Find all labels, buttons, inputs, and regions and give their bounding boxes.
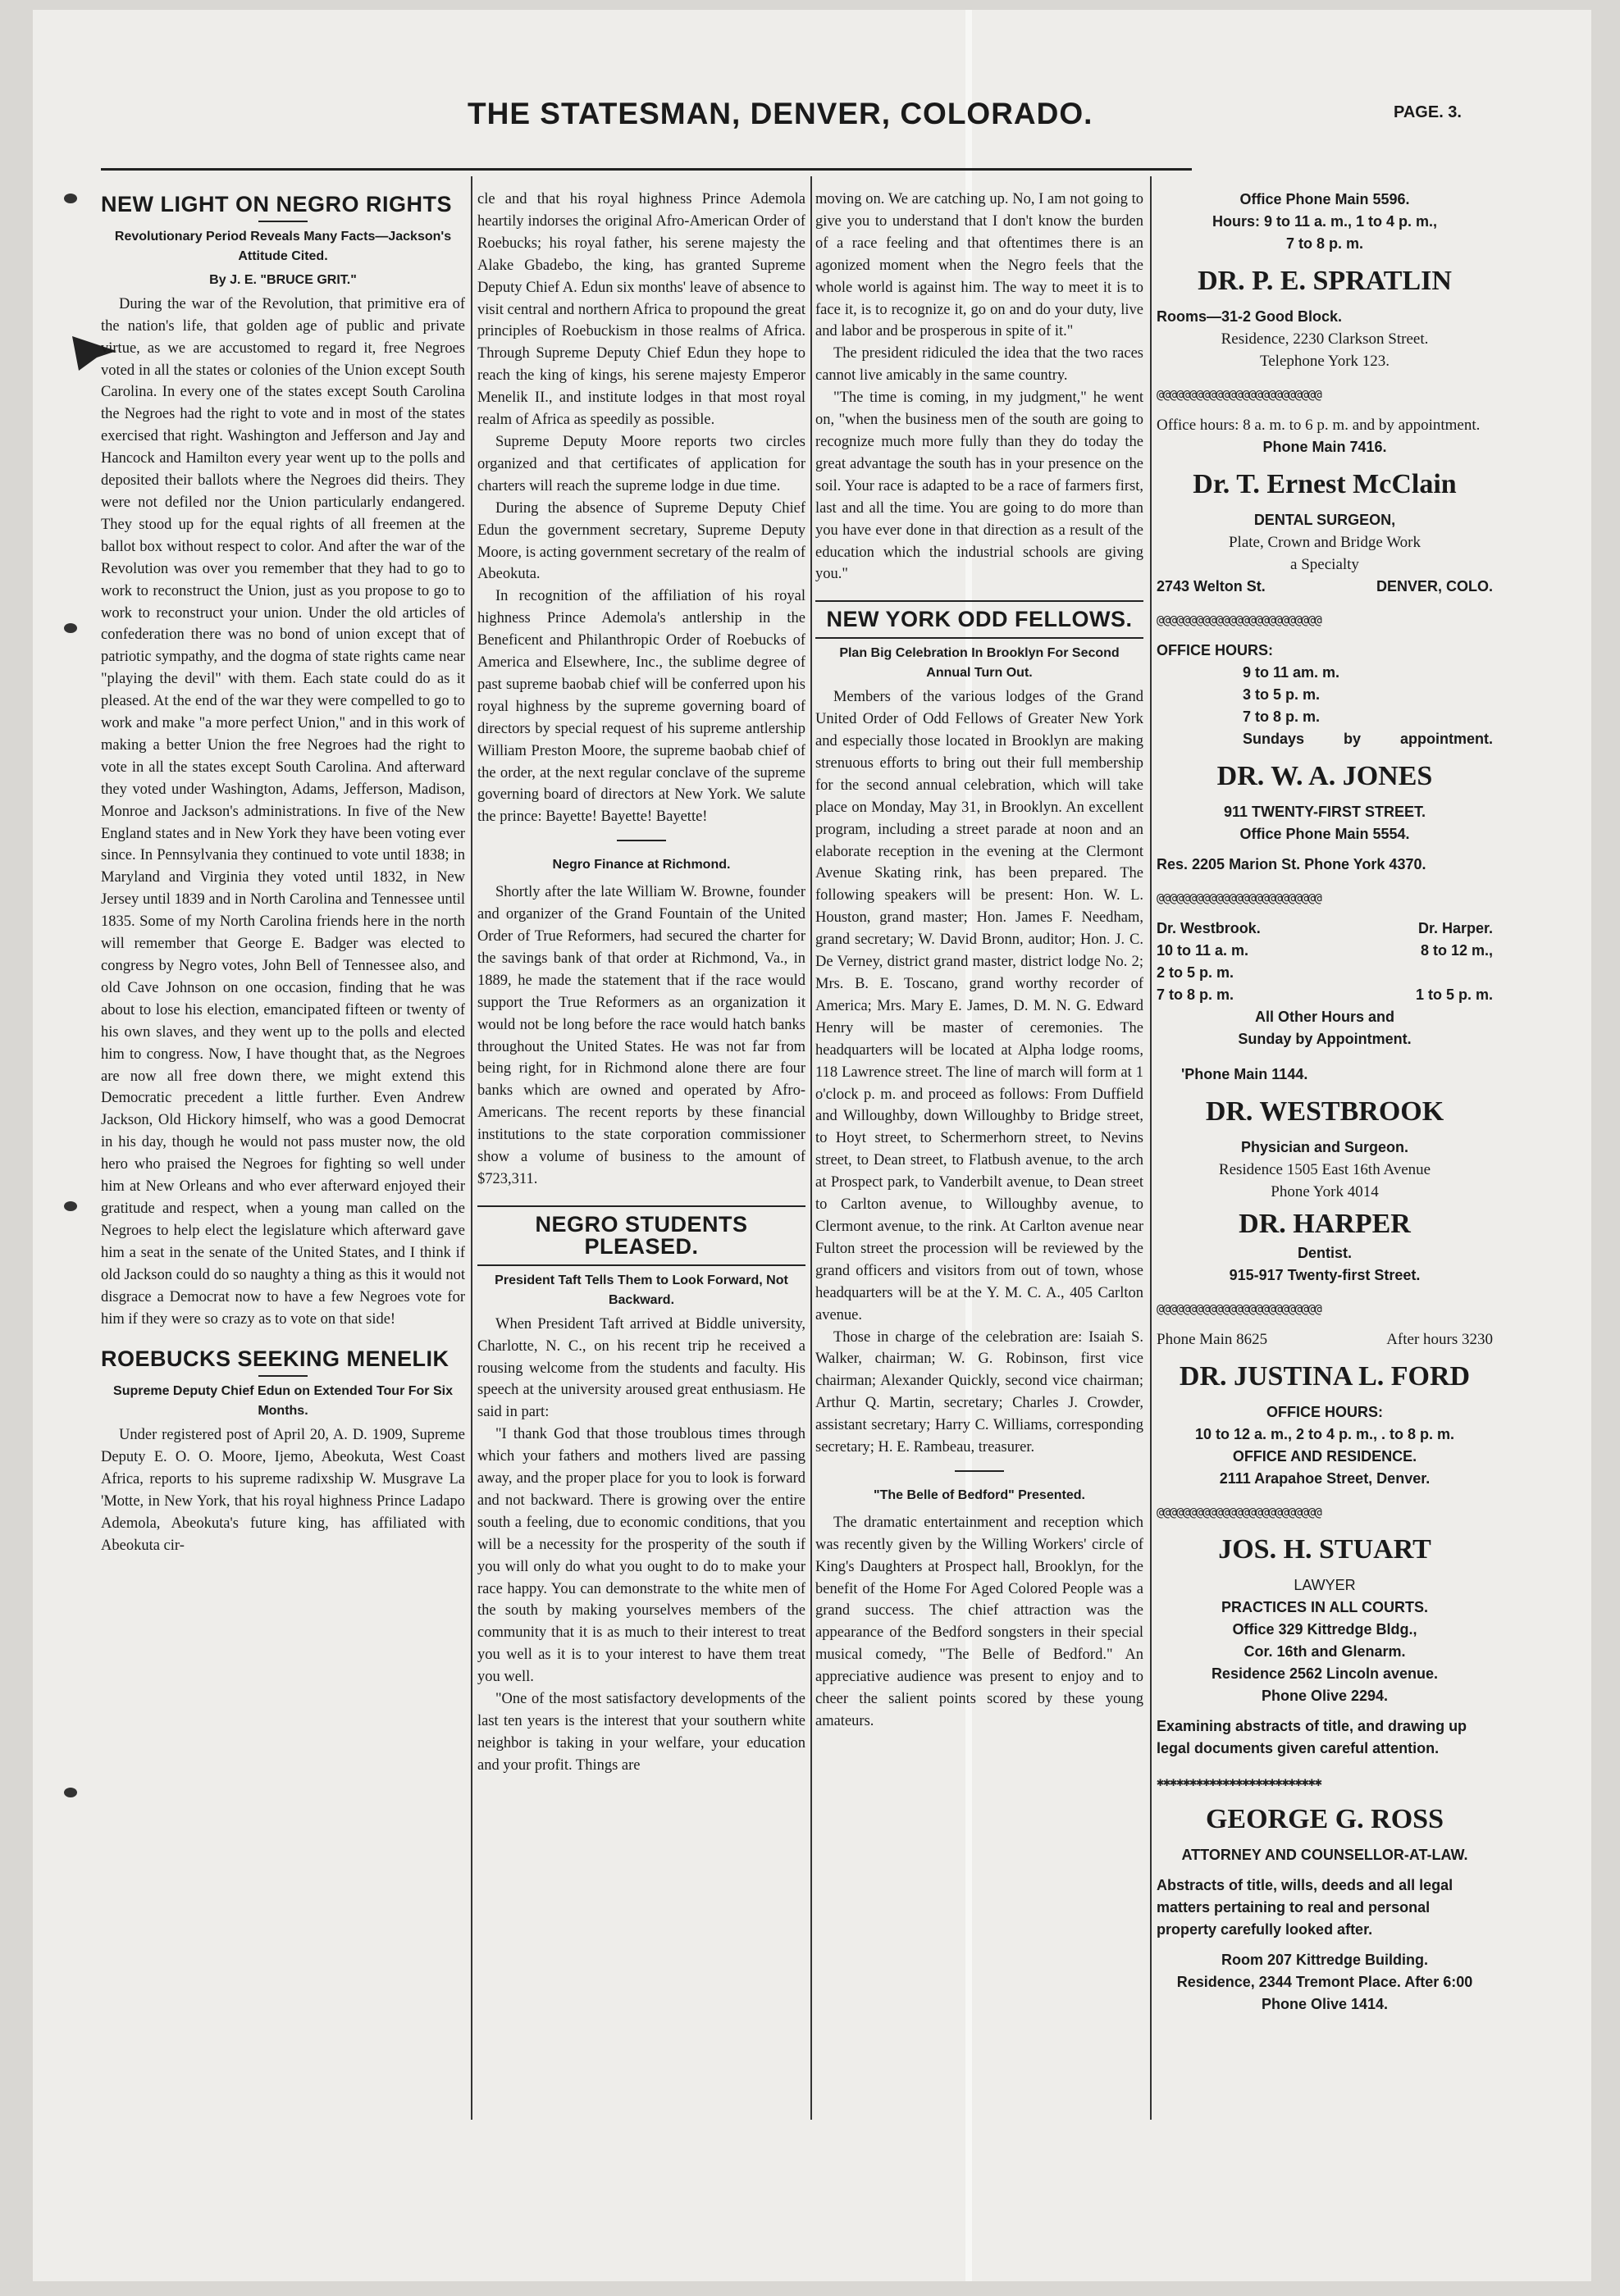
address-line: 915-917 Twenty-first Street. [1229,1267,1421,1283]
hours-line: All Other Hours and [1254,1009,1394,1025]
card-spratlin [1157,189,1493,372]
card-name: DR. JUSTINA L. FORD [1179,1361,1471,1392]
address-line: 2743 Welton St. [1157,578,1266,594]
subhead: President Taft Tells Them to Look Forward, Not Backward. [495,1273,788,1307]
card-name: DR. W. A. JONES [1216,761,1433,791]
ornament-divider: @@@@@@@@@@@@@@@@@@@@@@@@@ [1157,891,1321,905]
city-line: DENVER, COLO. [1376,578,1493,594]
phone-line: Office Phone Main 5554. [1239,826,1410,842]
article-paragraph: moving on. We are catching up. No, I am not going to give you to understand that I don't know the burden of a race feeling and that oftentimes there is an agonized moment when the Negro feels that the whole world is against him. The way to meet it is to face it, is to recognize it, go on and do your duty, live and labor and be prosperous in spite of it." [815,191,1143,340]
phone-line: Office Phone Main 5596. [1239,191,1410,207]
headline-odd-fellows: NEW YORK ODD FELLOWS. [815,600,1143,639]
column-2 [477,189,805,2124]
card-ford [1157,1328,1493,1490]
hours-line: 7 to 8 p. m. [1157,986,1234,1003]
card-title: Dentist. [1297,1245,1352,1261]
hours-line: 2 to 5 p. m. [1157,964,1234,981]
hours-line: 9 to 11 am. m. [1243,664,1340,681]
article-paragraph: The dramatic entertainment and reception which was recently given by the Willing Workers' circle of King's Daughters at Prospect hall, Brooklyn, for the benefit of the Home For Aged Colored People was a grand success. The chief attraction was the appearance of the Bedford songsters in their special musical comedy, "The Belle of Bedford." An appreciative audience was present to enjoy and to cheer the salient points scored by these young amateurs. [815,1514,1143,1729]
hours-line: 7 to 8 p. m. [1243,708,1321,725]
ornament-divider: @@@@@@@@@@@@@@@@@@@@@@@@@ [1157,1301,1321,1316]
card-description: Abstracts of title, wills, deeds and all legal matters pertaining to real and personal property carefully looked after. [1157,1877,1453,1938]
card-line: a Specialty [1290,556,1359,573]
hours-line: by [1344,731,1362,747]
article-paragraph: Under registered post of April 20, A. D. 1909, Supreme Deputy E. O. O. Moore, Ijemo, Abeokuta, West Coast Africa, reports to his supreme radixship W. Musgrave La 'Motte, in New York, that his royal highness Prince Ladapo Ademola, Abeokuta's future king, has affiliated with Abeokuta cir- [101,1427,465,1554]
column-rule [471,176,472,2120]
hours-line: Sundays [1243,731,1305,747]
article-paragraph: Shortly after the late William W. Browne, founder and organizer of the Grand Fountain of the United Order of True Reformers, had secured the charter for the savings bank of that order at Richmond, Va., in 1889, he made the statement that if the race would support the True Reformers as an organization it would not be long before the race would hatch banks throughout the United States. He was not far from being right, for in Richmond alone there are four banks which are owned and operated by Afro-Americans. The recent reports by these financial institutions to the state corporation commissioner show a volume of business to the amount of $723,311. [477,884,805,1187]
phone-line: After hours 3230 [1386,1331,1493,1348]
address-line: Office 329 Kittredge Bldg., [1232,1621,1417,1638]
article-paragraph: "The time is coming, in my judgment," he went on, "when the business men of the south are going to recognize much more fully than they do today the great advantage the south has in your presence on the soil. Your race is adapted to be a race of farmers first, last and all the time. You are going to do more than you have ever done in that direction as a result of the education which the industrial schools are giving you." [815,390,1143,583]
address-line: Residence 1505 East 16th Avenue [1218,1161,1431,1178]
address-line: Residence, 2344 Tremont Place. After 6:00 Phone Olive 1414. [1176,1974,1473,2012]
address-line: 2111 Arapahoe Street, Denver. [1219,1470,1431,1487]
divider [617,840,666,841]
ornament-divider: @@@@@@@@@@@@@@@@@@@@@@@@@ [1157,1505,1321,1519]
divider [258,221,308,222]
page-number: PAGE. 3. [1394,103,1462,121]
card-line: Plate, Crown and Bridge Work [1228,534,1421,551]
ornament-divider: ✱✱✱✱✱✱✱✱✱✱✱✱✱✱✱✱✱✱✱✱✱✱✱✱✱ [1157,1774,1321,1789]
binding-hole [64,623,77,633]
card-title: ATTORNEY AND COUNSELLOR-AT-LAW. [1181,1847,1468,1863]
hours-line: 10 to 11 a. m. [1157,942,1249,959]
hours-line: 8 to 12 m., [1420,942,1493,959]
card-westbrook-harper [1157,918,1493,1287]
phone-line: Telephone York 123. [1259,353,1390,370]
address-line: Residence 2562 Lincoln avenue. [1211,1665,1439,1682]
card-description: Examining abstracts of title, and drawing up legal documents given careful attention. [1157,1718,1467,1756]
ornament-divider: @@@@@@@@@@@@@@@@@@@@@@@@@ [1157,387,1321,402]
article-paragraph: The president ridiculed the idea that the two races cannot live amicably in the same country. [815,345,1143,385]
card-ross [1157,1802,1493,2016]
card-stuart [1157,1532,1493,1760]
card-name: Dr. T. Ernest McClain [1193,469,1457,499]
card-name: DR. P. E. SPRATLIN [1198,266,1452,296]
binding-hole [64,194,77,203]
headline-roebucks: ROEBUCKS SEEKING MENELIK [101,1346,449,1372]
article-paragraph: "I thank God that those troublous times through which your fathers and mothers lived are passing away, and the proper place for you to look is forward and not backward. There is growing over the entire south a feeling, due to economic conditions, that you will be a necessity for the prosperity of the south if you will only do what you ought to do to make your race happy. You can demonstrate to the white men of the south by making yourselves members of the community that it is as much to their interest to treat you well as it is to your interest to have them treat you well. [477,1426,805,1686]
address-line: Rooms—31-2 Good Block. [1157,308,1343,325]
divider [258,1375,308,1377]
hours-line: Office hours: 8 a. m. to 6 p. m. and by appointment. [1157,417,1481,434]
hours-line: Dr. Harper. [1417,920,1493,936]
hours-line: 3 to 5 p. m. [1243,686,1321,703]
column-rule [810,176,812,2120]
phone-line: Phone Olive 2294. [1261,1688,1389,1704]
headline-negro-finance: Negro Finance at Richmond. [552,858,731,872]
phone-line: 'Phone Main 1144. [1181,1066,1308,1082]
card-line: OFFICE AND RESIDENCE. [1232,1448,1417,1465]
article-paragraph: Those in charge of the celebration are: Isaiah S. Walker, chairman; W. G. Robinson, first vice chairman; Alexander Quickly, second vice chairman; Arthur Q. Martin, secretary; Charles J. Crowder, assistant secretary; Harry C. Williams, corresponding secretary; H. E. Rambeau, treasurer. [815,1328,1143,1456]
address-line: Room 207 Kittredge Building. [1221,1952,1429,1968]
article-paragraph: cle and that his royal highness Prince Ademola heartily indorses the original Afro-American Order of Roebucks; his royal father, his serene majesty the Alake Gbadebo, the king, has granted Supreme Deputy Chief A. Edun six months' leave of absence to visit central and northern Africa to propound the great principles of Roebuckism in those realms of Africa. Through Supreme Deputy Chief Edun they hope to reach the king of kings, his serene majesty Emperor Menelik II., and institute lodges in that most royal realm of Africa as speedily as possible. [477,191,805,429]
masthead [123,97,1485,146]
card-name: JOS. H. STUART [1218,1534,1431,1565]
byline: By J. E. "BRUCE GRIT." [209,272,357,287]
hours-line: appointment. [1399,731,1493,747]
card-name: DR. WESTBROOK [1205,1096,1444,1127]
article-paragraph: During the absence of Supreme Deputy Chief Edun the government secretary, Supreme Deputy Moore, is acting government secretary of the realm of Abeokuta. [477,499,805,583]
article-paragraph: In recognition of the affiliation of his royal highness Prince Ademola's antlership in the Beneficent and Philanthropic Order of Roebucks of America and Elsewhere, Inc., the sublime degree of past supreme baobab chief will be conferred upon his royal highness by the supreme governing board of directors by special request of his supreme antlership William Preston Moore, the supreme baobab chief of the order, at the next regular conclave of the supreme governing board of directors at New York. We salute the prince: Bayette! Bayette! Bayette! [477,588,805,826]
article-paragraph: Members of the various lodges of the Grand United Order of Odd Fellows of Greater New York and especially those located in Brooklyn are making strenuous efforts to bring out their full membership for the second annual celebration, which will take place on Monday, May 31, in Brooklyn. An excellent program, including a street parade at noon and an elaborate reception in the evening at the Clermont Avenue Skating rink, has been prepared. The following speakers will be present: Hon. W. L. Houston, grand master; Hon. James F. Needham, grand secretary; W. David Bronn, auditor; Hon. J. C. De Verney, district grand master, district lodge No. 2; Mrs. B. E. Toscano, grand worthy recorder of America; Mrs. Mary E. James, D. M. N. G. Edward Henry will be master of ceremonies. The headquarters will be located at Alpha lodge rooms, 118 Lawrence street. The line of march will form at 1 o'clock p. m. and proceed as follows: From Duffield and Willoughby, down Willoughby to Bridge street, to Hoyt street, to Schermerhorn street, to Nevins street, to Dean street, to Flatbush avenue, to the arch at Prospect park, to Vanderbilt avenue, to Dean street to Carlton avenue, to Willoughby avenue, to Clermont avenue, to the rink. At Carlton avenue near Fulton street the procession will be reviewed by the grand officers and visitors from out of town, whose headquarters will be at the Y. M. C. A., 405 Carlton avenue. [815,689,1143,1323]
hours-label: OFFICE HOURS: [1266,1404,1383,1420]
card-title: DENTAL SURGEON, [1253,512,1396,528]
card-name: GEORGE G. ROSS [1205,1804,1444,1834]
headline-belle-of-bedford: "The Belle of Bedford" Presented. [874,1487,1085,1502]
masthead-rule [101,168,1192,171]
hours-line: 10 to 12 a. m., 2 to 4 p. m., . to 8 p. m. [1194,1426,1455,1442]
card-title: Physician and Surgeon. [1240,1139,1409,1155]
article-paragraph: Supreme Deputy Moore reports two circles organized and that certificates of application for charters will reach the supreme lodge in due time. [477,433,805,494]
column-4-directory [1157,189,1493,2124]
binding-hole [64,1788,77,1797]
column-1 [101,189,465,2124]
hours-line: Dr. Westbrook. [1157,920,1261,936]
divider [955,1470,1004,1472]
binding-hole [64,1201,77,1211]
hours-line: Sunday by Appointment. [1238,1031,1412,1047]
address-line: 911 TWENTY-FIRST STREET. [1223,804,1426,820]
phone-line: Phone Main 8625 [1157,1331,1268,1348]
subhead: Supreme Deputy Chief Edun on Extended Tour For Six Months. [113,1384,453,1419]
article-paragraph: When President Taft arrived at Biddle university, Charlotte, N. C., on his recent trip he received a rousing welcome from the students and faculty. His speech at the university aroused great enthusiasm. He said in part: [477,1315,805,1421]
address-line: Residence, 2230 Clarkson Street. [1221,330,1429,348]
article-paragraph: During the war of the Revolution, that primitive era of the nation's life, that golden age of public and private virtue, as we are accustomed to regard it, free Negroes voted in all the states or colonies of the Union except South Carolina. In every one of the states except South Carolina the Negroes had the right to vote and in most of the states exercised that right. Washington and Jefferson and Jay and Hancock and Hamilton every year went up to the polls and deposited their ballots where the Negroes did theirs. They were not defiled nor the Union particularly endangered. They stood up for the equal rights of all freemen at the ballot box without respect to color. And after the war of the Revolution was over you remember that they had to go to work to reconstruct the Union, just as you propose to go to work to reconstruct your union. Under the old articles of confederation there was no bond of union except that of patriotic sympathy, and the dogma of state rights came near "playing the devil" with them. Each state could do as it pleased. At the end of the war they were compelled to go to work and make "a more perfect Union," and in this work of making a better Union the free Negroes had the right to vote in all the states except South Carolina. And afterward they voted under Washington, Adams, Jefferson, Madison, Monroe and Jackson's administrations. In five of the New England states and in New York they have been voting ever since. In Pennsylvania they continued to vote until 1838; in Maryland and Virginia they voted until 1832, in New Jersey until 1839 and in North Carolina and Tennessee until 1835. Some of my North Carolina friends here in the north will remember that George E. Badger was elected to congress by Negro votes, John Bell of Tennessee also, and old Cave Johnson on one occasion, finding that he was about to lose his election, emancipated fifteen or twenty of his own slaves, and they went up to the polls and elected him to congress. Now, I have thought that, as the Negroes are now all free down there, we might extend this Democratic precedent a little further. Even Andrew Jackson, Old Hickory himself, who was a good Democrat in his day, though he would not pass muster now, the old hero who praised the Negroes for fighting so well under him at New Orleans and who ever afterward enjoyed their gratitude and respect, when a young man called on the Negroes to help elect the legislature which afterward gave him a seat in the senate of the United States, and I think if old Jackson could do so naughty a thing as this it would not disgrace a Democrat now to have a few Negroes vote for him if they were so crazy as to vote on that side! [101,295,465,1328]
subhead: Revolutionary Period Reveals Many Facts—Jackson's Attitude Cited. [114,229,452,263]
headline-new-light: NEW LIGHT ON NEGRO RIGHTS [101,192,452,216]
card-name: DR. HARPER [1239,1209,1411,1239]
newspaper-title: THE STATESMAN, DENVER, COLORADO. [468,97,1093,130]
column-3 [815,189,1143,2124]
card-title: LAWYER [1294,1577,1356,1593]
card-mcclain [1157,414,1493,598]
hours-line: 1 to 5 p. m. [1415,986,1493,1003]
article-paragraph: "One of the most satisfactory developments of the last ten years is the interest that your southern white neighbor is taking in your welfare, your education and your profit. Things are [477,1691,805,1774]
headline-negro-students: NEGRO STUDENTS PLEASED. [477,1205,805,1266]
subhead: Plan Big Celebration In Brooklyn For Second Annual Turn Out. [839,646,1120,681]
phone-line: Phone York 4014 [1271,1183,1379,1200]
address-line: Res. 2205 Marion St. Phone York 4370. [1157,856,1426,872]
hours-line: 7 to 8 p. m. [1285,235,1364,252]
column-rule [1150,176,1152,2120]
hours-label: OFFICE HOURS: [1157,642,1273,658]
ornament-divider: @@@@@@@@@@@@@@@@@@@@@@@@@ [1157,613,1321,627]
phone-line: Phone Main 7416. [1262,439,1387,455]
address-line: Cor. 16th and Glenarm. [1244,1643,1406,1660]
card-jones [1157,640,1493,876]
card-line: PRACTICES IN ALL COURTS. [1221,1599,1428,1615]
hours-line: Hours: 9 to 11 a. m., 1 to 4 p. m., [1212,213,1438,230]
